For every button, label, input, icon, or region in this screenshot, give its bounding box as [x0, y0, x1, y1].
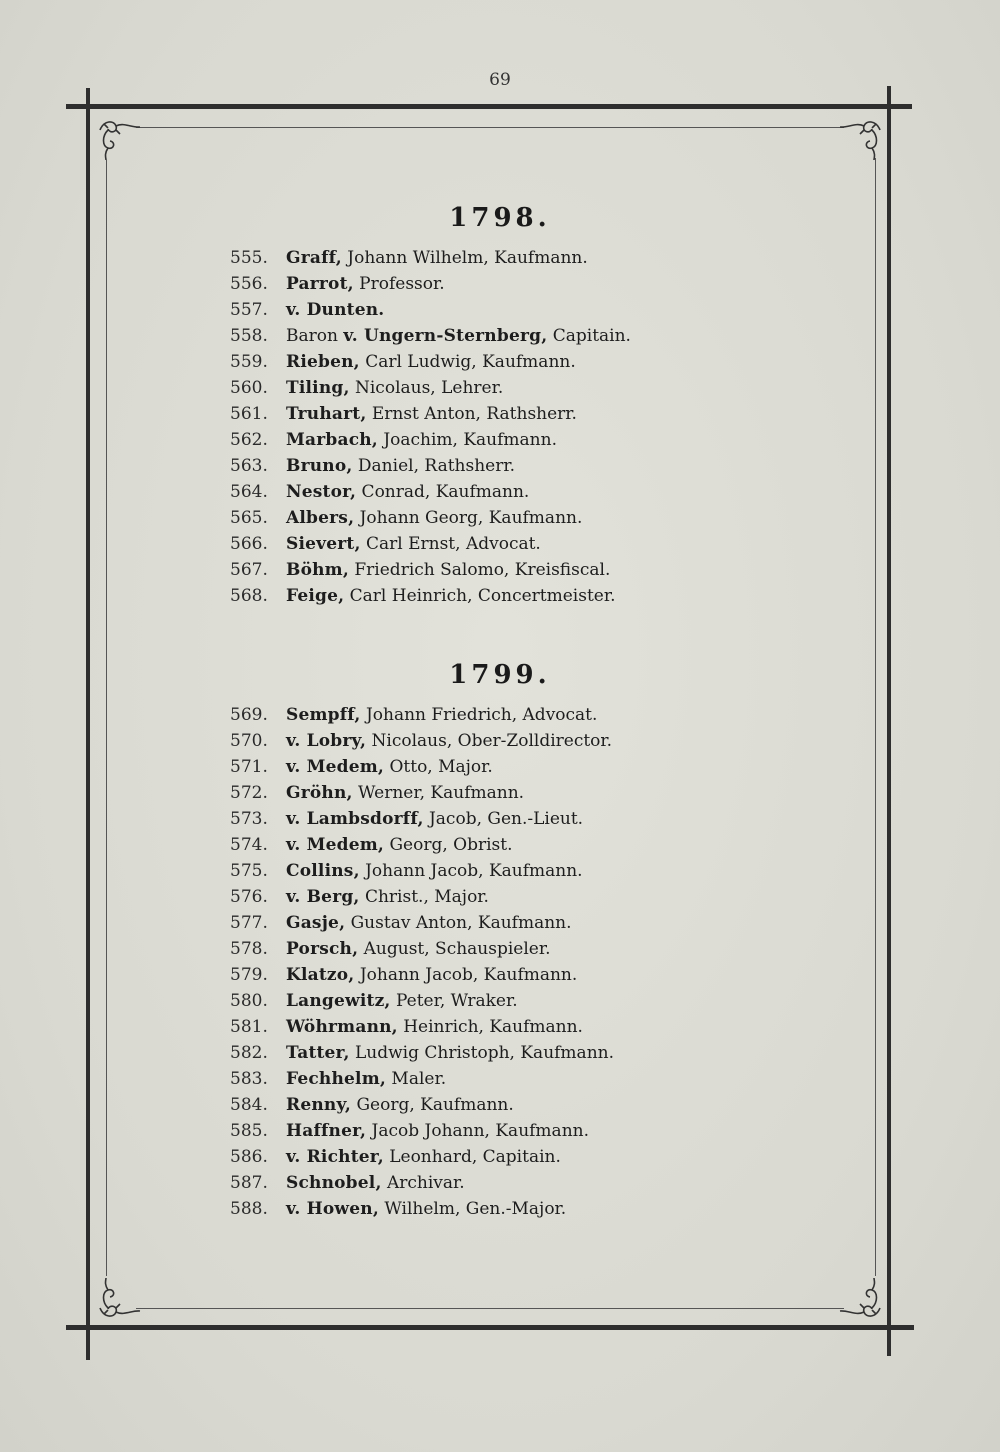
entry-surname: Gasje,	[286, 913, 346, 933]
list-item	[0, 910, 1000, 936]
entry-details: Nicolaus, Lehrer.	[349, 378, 504, 398]
corner-ornament-icon	[838, 1276, 884, 1322]
entry-number: 575.	[230, 861, 268, 881]
entry-details: Johann Jacob, Kaufmann.	[354, 965, 578, 985]
entry-details: August, Schauspieler.	[358, 939, 551, 959]
entry-text	[286, 245, 588, 271]
list-item	[0, 583, 1000, 609]
entry-surname: v. Ungern-Sternberg,	[343, 326, 548, 346]
entry-details: Daniel, Rathsherr.	[352, 456, 516, 476]
entry-surname: Sievert,	[286, 534, 361, 554]
frame-inner-bottom-rule	[136, 1308, 844, 1309]
entry-number: 556.	[230, 274, 268, 294]
entry-number: 570.	[230, 731, 268, 751]
entry-details: Johann Wilhelm, Kaufmann.	[341, 248, 588, 268]
list-item	[0, 702, 1000, 728]
entry-details: Ludwig Christoph, Kaufmann.	[349, 1043, 614, 1063]
entry-number: 588.	[230, 1199, 268, 1219]
entry-surname: v. Berg,	[286, 887, 360, 907]
entry-surname: Klatzo,	[286, 965, 355, 985]
entry-surname: Haffner,	[286, 1121, 367, 1141]
entry-number: 572.	[230, 783, 268, 803]
entry-text	[286, 1066, 446, 1092]
entry-surname: Sempff,	[286, 705, 361, 725]
entry-details: Peter, Wraker.	[390, 991, 518, 1011]
entry-text	[286, 988, 518, 1014]
frame-top-rule	[66, 104, 912, 109]
entry-number: 577.	[230, 913, 268, 933]
entry-number: 559.	[230, 352, 268, 372]
entry-details: Conrad, Kaufmann.	[356, 482, 530, 502]
list-item	[0, 1092, 1000, 1118]
entry-details: Joachim, Kaufmann.	[377, 430, 557, 450]
entry-number: 574.	[230, 835, 268, 855]
entry-text	[286, 832, 513, 858]
list-item	[0, 988, 1000, 1014]
list-item	[0, 728, 1000, 754]
entry-number: 579.	[230, 965, 268, 985]
entry-surname: Renny,	[286, 1095, 352, 1115]
corner-ornament-icon	[838, 116, 884, 162]
entry-details: Leonhard, Capitain.	[383, 1147, 561, 1167]
entry-list	[0, 245, 1000, 609]
list-item	[0, 1196, 1000, 1222]
list-item	[0, 401, 1000, 427]
entry-details: Jacob Johann, Kaufmann.	[366, 1121, 589, 1141]
entry-details: Nicolaus, Ober-Zolldirector.	[366, 731, 613, 751]
list-item	[0, 271, 1000, 297]
entry-number: 571.	[230, 757, 268, 777]
list-item	[0, 858, 1000, 884]
entry-surname: Collins,	[286, 861, 360, 881]
entry-number: 585.	[230, 1121, 268, 1141]
entry-surname: v. Lambsdorff,	[286, 809, 424, 829]
entry-text	[286, 271, 445, 297]
entry-text	[286, 884, 489, 910]
entry-number: 578.	[230, 939, 268, 959]
entry-surname: Albers,	[286, 508, 355, 528]
entry-details: Heinrich, Kaufmann.	[397, 1017, 583, 1037]
entry-text	[286, 936, 551, 962]
entry-surname: v. Richter,	[286, 1147, 384, 1167]
entry-text	[286, 505, 582, 531]
list-item	[0, 479, 1000, 505]
corner-ornament-icon	[96, 116, 142, 162]
entry-text	[286, 323, 631, 349]
entry-details: Carl Ludwig, Kaufmann.	[359, 352, 576, 372]
entry-surname: Nestor,	[286, 482, 357, 502]
entry-surname: Tiling,	[286, 378, 350, 398]
entry-number: 581.	[230, 1017, 268, 1037]
entry-surname: Marbach,	[286, 430, 378, 450]
entry-number: 565.	[230, 508, 268, 528]
frame-inner-top-rule	[136, 127, 844, 128]
entry-details: Professor.	[353, 274, 445, 294]
entry-number: 555.	[230, 248, 268, 268]
entry-text	[286, 479, 529, 505]
page-number: 69	[489, 70, 511, 90]
entry-surname: Fechhelm,	[286, 1069, 387, 1089]
entry-text	[286, 1014, 583, 1040]
entry-details: Otto, Major.	[384, 757, 493, 777]
entry-surname: Feige,	[286, 586, 345, 606]
list-item	[0, 754, 1000, 780]
entry-title: Baron	[286, 326, 344, 346]
entry-text	[286, 780, 524, 806]
entry-text	[286, 1196, 566, 1222]
list-item	[0, 557, 1000, 583]
list-item	[0, 832, 1000, 858]
entry-number: 583.	[230, 1069, 268, 1089]
entry-number: 562.	[230, 430, 268, 450]
entry-number: 563.	[230, 456, 268, 476]
entry-details: Johann Jacob, Kaufmann.	[359, 861, 583, 881]
entry-surname: Rieben,	[286, 352, 360, 372]
entry-number: 558.	[230, 326, 268, 346]
entry-number: 587.	[230, 1173, 268, 1193]
list-item	[0, 1040, 1000, 1066]
list-item	[0, 375, 1000, 401]
list-item	[0, 1014, 1000, 1040]
entry-surname: Wöhrmann,	[286, 1017, 398, 1037]
entry-details: Carl Ernst, Advocat.	[360, 534, 541, 554]
entry-text	[286, 583, 616, 609]
entry-number: 569.	[230, 705, 268, 725]
entry-details: Christ., Major.	[359, 887, 489, 907]
entry-number: 561.	[230, 404, 268, 424]
entry-number: 582.	[230, 1043, 268, 1063]
entry-surname: Truhart,	[286, 404, 367, 424]
entry-details: Maler.	[386, 1069, 447, 1089]
entry-number: 568.	[230, 586, 268, 606]
entry-details: Georg, Kaufmann.	[351, 1095, 514, 1115]
list-item	[0, 780, 1000, 806]
entry-text	[286, 557, 610, 583]
entry-text	[286, 1040, 614, 1066]
entry-surname: Graff,	[286, 248, 342, 268]
list-item	[0, 505, 1000, 531]
list-item	[0, 427, 1000, 453]
entry-number: 573.	[230, 809, 268, 829]
frame-bottom-rule	[66, 1325, 914, 1330]
list-item	[0, 1144, 1000, 1170]
entry-surname: v. Lobry,	[286, 731, 367, 751]
list-item	[0, 1118, 1000, 1144]
entry-text	[286, 375, 503, 401]
entry-text	[286, 1170, 465, 1196]
entry-text	[286, 1144, 561, 1170]
entry-details: Wilhelm, Gen.-Major.	[378, 1199, 567, 1219]
entry-text	[286, 754, 493, 780]
entry-number: 576.	[230, 887, 268, 907]
list-item	[0, 962, 1000, 988]
entry-surname: Bruno,	[286, 456, 353, 476]
year-heading: 1798.	[449, 203, 551, 233]
entry-details: Ernst Anton, Rathsherr.	[366, 404, 577, 424]
entry-text	[286, 453, 515, 479]
entry-text	[286, 962, 577, 988]
entry-text	[286, 702, 597, 728]
entry-surname: Böhm,	[286, 560, 349, 580]
entry-number: 557.	[230, 300, 268, 320]
entry-text	[286, 427, 557, 453]
entry-surname: Schnobel,	[286, 1173, 382, 1193]
entry-number: 567.	[230, 560, 268, 580]
entry-text	[286, 728, 612, 754]
entry-details: Johann Friedrich, Advocat.	[360, 705, 598, 725]
entry-details: Jacob, Gen.-Lieut.	[423, 809, 584, 829]
entry-number: 566.	[230, 534, 268, 554]
entry-text	[286, 531, 541, 557]
entry-details: Gustav Anton, Kaufmann.	[345, 913, 572, 933]
entry-surname: Porsch,	[286, 939, 359, 959]
entry-details: Carl Heinrich, Concertmeister.	[344, 586, 616, 606]
entry-text	[286, 297, 384, 323]
list-item	[0, 297, 1000, 323]
year-heading: 1799.	[449, 660, 551, 690]
list-item	[0, 806, 1000, 832]
list-item	[0, 884, 1000, 910]
entry-surname: Parrot,	[286, 274, 354, 294]
entry-text	[286, 806, 583, 832]
list-item	[0, 531, 1000, 557]
corner-ornament-icon	[96, 1276, 142, 1322]
entry-number: 584.	[230, 1095, 268, 1115]
entry-text	[286, 1118, 589, 1144]
entry-number: 560.	[230, 378, 268, 398]
entry-text	[286, 401, 577, 427]
entry-details: Georg, Obrist.	[384, 835, 513, 855]
entry-details: Capitain.	[547, 326, 631, 346]
entry-details: Archivar.	[381, 1173, 465, 1193]
entry-surname: v. Medem,	[286, 835, 385, 855]
list-item	[0, 349, 1000, 375]
entry-details: Werner, Kaufmann.	[352, 783, 525, 803]
entry-number: 564.	[230, 482, 268, 502]
list-item	[0, 245, 1000, 271]
list-item	[0, 1066, 1000, 1092]
entry-number: 586.	[230, 1147, 268, 1167]
entry-text	[286, 910, 572, 936]
entry-surname: Tatter,	[286, 1043, 350, 1063]
entry-surname: v. Dunten.	[286, 300, 385, 320]
entry-text	[286, 1092, 514, 1118]
list-item	[0, 323, 1000, 349]
list-item	[0, 453, 1000, 479]
entry-details: Friedrich Salomo, Kreisfiscal.	[348, 560, 611, 580]
entry-surname: Gröhn,	[286, 783, 353, 803]
entry-surname: Langewitz,	[286, 991, 391, 1011]
entry-surname: v. Medem,	[286, 757, 385, 777]
entry-list	[0, 702, 1000, 1222]
entry-surname: v. Howen,	[286, 1199, 379, 1219]
entry-text	[286, 858, 583, 884]
entry-details: Johann Georg, Kaufmann.	[354, 508, 583, 528]
entry-text	[286, 349, 576, 375]
list-item	[0, 1170, 1000, 1196]
entry-number: 580.	[230, 991, 268, 1011]
list-item	[0, 936, 1000, 962]
